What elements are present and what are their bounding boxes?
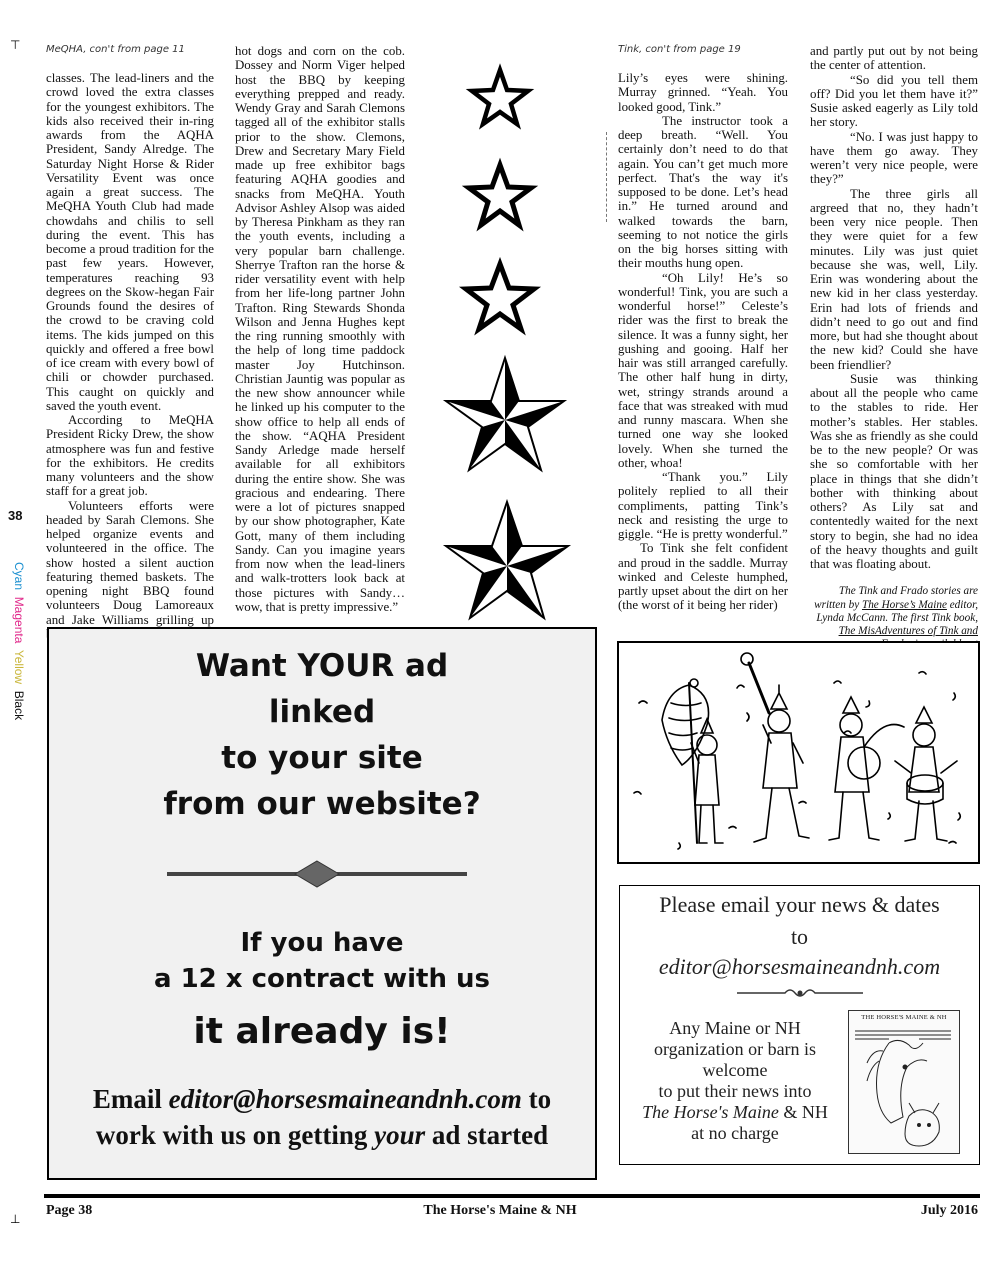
footer-page-number: Page 38 [46, 1203, 93, 1218]
side-color-bar [12, 562, 26, 720]
nautical-star-icon [446, 358, 564, 470]
promo-email-link[interactable]: editor@horsesmaineandnh.com [658, 954, 941, 979]
promo-line: to [790, 924, 809, 949]
color-magenta: Magenta [12, 596, 26, 644]
paragraph: hot dogs and corn on the cob. Dossey and Norm Viger helped host the BBQ by keeping everything prepped and ready. Wendy Gray and Sarah Clemons tagged all of the exhibitor stalls prior to the show. Clemons, Drew and Secretary Mary Field made up free exhibitor bags featuring AQHA goodies and snacks from MeQHA. Youth Advisor Ashley Alsop was aided by Theresa Pinkham as they ran the youth events, including a very popular barn challenge. Sherrye Trafton ran the horse & rider versatility event with help from her life-long partner John Trafton. Ring Stewards Shonda Wilson and Jenna Hughes kept the ring running smoothly with the help of long time paddock master Joy Hutchinson. Christian Jauntig was popular as the new show announcer while he linked up his computer to the show office to help all ends of the show. “AQHA President Sandy Arledge made herself available for all exhibitors during the entire show. She was gracious and endearing. There were a lot of pictures snapped by our show photographer, Kate Gott, many of them including Sandy. Can you imagine years from now when the lead-liners and walk-trotters look back at those pictures with Sandy… wow, that is pretty impressive.” [235, 44, 405, 614]
paragraph: The three girls all argreed that no, they hadn’t been very nice people. Then they were quiet for a few minutes. Lily was just quiet because she was, well, Lily. Erin was wondering about the new kid in her class yesterday. Erin had lots of friends and didn’t need to go out and find more, but had she thought about the new kid? Could she have been friendlier? [810, 186, 978, 372]
promo-body: Any Maine or NH organization or barn is welcome to put their news into The Horse's Maine & NH at no charge [642, 1018, 828, 1143]
ad-email-link[interactable]: editor@horsesmaineandnh.com [168, 1084, 522, 1114]
stars-decoration [425, 38, 615, 628]
crop-mark-bottom: ⊥ [10, 1212, 21, 1226]
star-outline-icon [469, 165, 531, 225]
credit-link[interactable]: The Horse’s Maine [861, 598, 947, 611]
ad-mid-line: If you have [240, 928, 404, 958]
paragraph: Lily’s eyes were shining. Murray grinned. “Yeah. You looked good, Tink.” [618, 71, 788, 114]
paragraph: “Oh Lily! He’s so wonderful! Tink, you are such a wonderful horse!” Celeste’s rider was the first to break the silence. It was a funny sight, her gushing and gooing. Half her hair was still arranged carefully. The other half hung in dirty, wet, stringy strands around a face that was streaked with mud and runny mascara. When she turned one way she looked lovely. When she turned the other, whoa! [618, 270, 788, 470]
story-credit: The Tink and Frado stories are written by The Horse’s Maine editor, Lynda McCann. The first Tink book, The MisAdventures of Tink and [810, 585, 978, 678]
ad-mid-line: a 12 x contract with us [153, 964, 491, 994]
crop-mark-top: ⊤ [10, 38, 21, 52]
paragraph: The instructor took a deep breath. “Well. You certainly don’t need to do that again. You can’t get much more perfect. That's the way it's supposed to be done. Let’s head in.” He turned around and walked towards the barn, seeming to not notice the girls on the big horses sitting with their mouths hung open. [618, 113, 788, 271]
website-ad-box [47, 627, 597, 1180]
footer-publication: The Horse's Maine & NH [423, 1203, 577, 1218]
article-column-2 [235, 44, 405, 614]
ad-cta-line: work with us on getting your ad started [95, 1120, 549, 1150]
color-black: Black [12, 690, 26, 721]
star-outline-icon [472, 70, 528, 124]
paragraph: “No. I was just happy to have them go away. They weren’t very nice people, were they?” [810, 129, 978, 187]
paragraph: classes. The lead-liners and the crowd loved the extra classes for the youngest exhibitors. The kids also received their in-ring awards from the AQHA President, Sandy Alredge. The Saturday Night Horse & Rider Versatility Event was once again a great success. The MeQHA Youth Club had made chowdahs and chilis to sell during the event. This has become a proud tradition for the past few years. However, temperatures reaching 93 degrees on the Skow-hegan Fair Grounds found the desires of the crowd to be craving cold items. The kids jumped on this quickly and offered a free bowl of ice cream with every bowl of chili or chowder purchased. This caught on quickly and saved the youth event. [46, 71, 214, 413]
horse-dog-cover-image [849, 1021, 957, 1151]
marching-band-illustration [619, 643, 978, 862]
footer-rule [44, 1194, 980, 1198]
paragraph: “So did you tell them off? Did you let them have it?” Susie asked eagerly as Lily told her story. [810, 72, 978, 130]
ad-email-line: Email editor@horsesmaineandnh.com to [92, 1084, 552, 1114]
star-outline-icon [466, 264, 534, 329]
color-cyan: Cyan [12, 562, 26, 591]
ad-title-line: linked [268, 694, 376, 730]
ad-big-line: it already is! [193, 1011, 451, 1052]
ad-title-line: to your site [221, 740, 423, 776]
side-page-number: 38 [8, 508, 23, 523]
article-column-4 [810, 44, 978, 678]
diamond-divider-icon [167, 859, 467, 889]
article-column-3 [618, 71, 788, 613]
paragraph: Susie was thinking about all the people who came to the stables to ride. Her mother’s stables. Her stables. Was she as friendly as she could be to the new people? Or was she so comfortable with her place in things that she didn’t bother with thinking about others? As Lily sat and contentedly waited for the next story to begin, she had no idea of the heavy thoughts and guilt that was floating about. [810, 371, 978, 571]
footer-date: July 2016 [920, 1203, 978, 1218]
magazine-cover-thumbnail[interactable] [848, 1010, 960, 1154]
paragraph: “Thank you.” Lily politely replied to all their compliments, patting Tink’s neck and resisting the urge to giggle. “He is pretty wonderful.” [618, 470, 788, 541]
paragraph: Volunteers efforts were headed by Sarah Clemons. She helped organize events and volunteered in the office. The show hosted a silent auction featuring themed baskets. The opening night BBQ found volunteers Doug Lamoreaux and Jake Williams grilling up [46, 498, 214, 627]
paragraph: According to MeQHA President Ricky Drew, the show atmosphere was fun and festive for the exhibitors. He credits many volunteers and the show staff for a great job. [46, 413, 214, 499]
cover-title: THE HORSE'S MAINE & NH [861, 1014, 947, 1021]
cont-label-tink: Tink, con't from page 19 [618, 44, 741, 55]
news-promo-box [619, 885, 980, 1165]
paragraph: To Tink she felt confident and proud in the saddle. Murray winked and Celeste humphed, partly upset about the dirt on her (the worst of it being her rider) [618, 541, 788, 613]
paragraph: and partly put out by not being the center of attention. [810, 44, 978, 73]
color-yellow: Yellow [12, 649, 26, 685]
parade-illustration-frame [617, 641, 980, 864]
article-column-1 [46, 71, 214, 641]
cont-label-meqha: MeQHA, con't from page 11 [46, 44, 185, 55]
nautical-star-icon [446, 502, 568, 618]
ad-title-line: Want YOUR ad [195, 648, 449, 684]
promo-line: Please email your news & dates [659, 892, 940, 917]
margin-rule [606, 132, 608, 222]
ad-title-line: from our website? [163, 786, 481, 822]
credit-link[interactable]: The MisAdventures of Tink and [838, 625, 978, 638]
scroll-divider-icon [735, 986, 865, 1000]
